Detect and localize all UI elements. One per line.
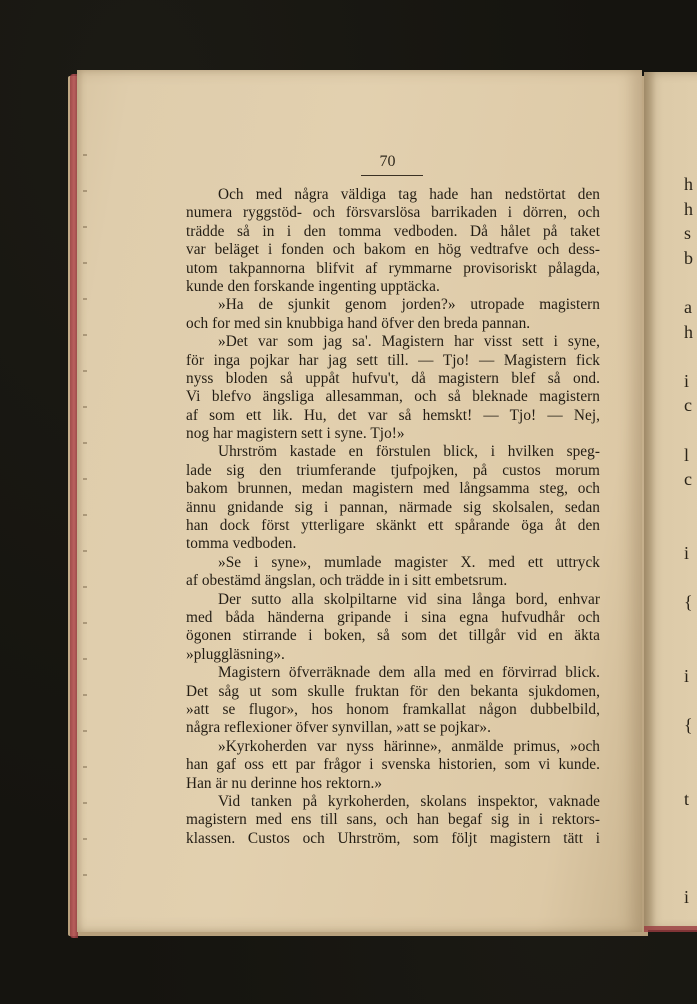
text-line: Magistern öfverräknade dem alla med en förvirrad blick. <box>218 664 600 682</box>
text-line: Vid tanken på kyrkoherden, skolans inspektor, vaknade <box>218 792 600 810</box>
text-line: nyss bloden så uppåt hufvu't, då magistern blef så ond. <box>186 369 600 387</box>
text-line: Han är nu derinne hos rektorn.» <box>186 774 383 792</box>
text-line: och for med sin knubbiga hand öfver den breda pannan. <box>186 314 531 332</box>
text-line: Och med några väldiga tag hade han nedstörtat den <box>218 186 600 203</box>
text-line: »Det var som jag sa'. Magistern har visst sett i syne, <box>218 333 600 351</box>
text-line: Der sutto alla skolpiltarne vid sina långa bord, enhvar <box>218 590 600 608</box>
next-page-cut-letters: h h s b a h i c l c i { i { t i <box>684 174 693 908</box>
text-line: »Ha de sjunkit genom jorden?» utropade magistern <box>218 296 600 314</box>
text-line: Uhrström kastade en förstulen blick, i hvilken speg- <box>218 443 600 461</box>
text-line: trädde så in i den tomma vedboden. Då hålet på taket <box>186 222 600 240</box>
text-line: nog har magistern sett i syne. Tjo!» <box>186 425 405 443</box>
text-line: magistern med ens till sans, och han begaf sig in i rektors- <box>186 811 600 829</box>
text-line: lade sig den triumferande tjufpojken, på custos morum <box>186 461 600 479</box>
text-line: några reflexioner öfver synvillan, »att se pojkar». <box>186 719 491 737</box>
text-line: var beläget i fonden och bakom en hög vedtrafve och dess- <box>186 241 600 259</box>
body-text <box>186 186 600 848</box>
text-line: Det såg ut som skulle fruktan för den bekanta sjukdomen, <box>186 682 600 700</box>
page-number: 70 <box>379 153 396 170</box>
text-line: af obestämd ängslan, och trädde in i sitt embetsrum. <box>186 572 508 590</box>
text-line: ögonen stirrande i boken, så som det tillgår vid en äkta <box>186 627 600 645</box>
text-line: »att se flugor», hos honom framkallat någon dubbelbild, <box>186 700 600 718</box>
text-line: bakom brunnen, medan magistern med långsamma steg, och <box>186 480 600 498</box>
next-page-cover-edge <box>644 926 697 932</box>
page-gutter-marks <box>83 120 87 880</box>
page-number-rule <box>361 175 423 176</box>
text-line: »Se i syne», mumlade magister X. med ett uttryck <box>218 553 600 571</box>
text-line: han dock först ytterligare skänkt ett spårande öga åt den <box>186 517 600 535</box>
text-line: för inga pojkar har jag sett till. — Tjo! — Magistern fick <box>186 351 600 369</box>
text-line: tomma vedboden. <box>186 535 297 553</box>
text-line: af som ett lik. Hu, det var så hemskt! — Tjo! — Nej, <box>186 406 600 424</box>
text-line: numera ryggstöd- och försvarslösa barrikaden i dörren, och <box>186 204 600 222</box>
text-line: utom takpannorna blifvit af rymmarne provisoriskt pålagda, <box>186 259 600 277</box>
text-line: ännu gnidande sig i pannan, närmade sig skolsalen, sedan <box>186 498 600 516</box>
text-line: Vi blefvo ängsliga allesamman, och så bleknade magistern <box>186 388 600 406</box>
text-line: han gaf oss ett par frågor i svenska historien, som vi kunde. <box>186 756 600 774</box>
text-line: »pluggläsning». <box>186 645 285 663</box>
text-line: klassen. Custos och Uhrström, som följt magistern tätt i <box>186 829 600 847</box>
text-line: med båda händerna gripande i sina egna hufvudhår och <box>186 608 600 626</box>
text-line: »Kyrkoherden var nyss härinne», anmälde primus, »och <box>218 737 600 755</box>
text-line: kunde den forskande ingenting upptäcka. <box>186 277 440 295</box>
